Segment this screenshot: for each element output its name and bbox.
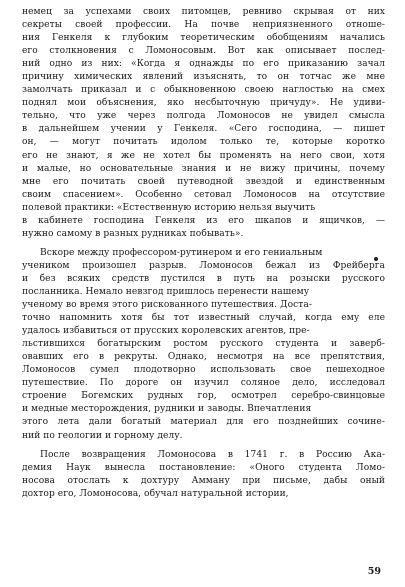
- text-line: замолчать приказал и с обыкновенною своею наглостью на смех: [22, 85, 385, 96]
- page-text: [22, 6, 385, 501]
- text-line: учеником произошел разрыв. Ломоносов бежал из Фрейберга: [22, 260, 385, 271]
- text-line: ученому во время этого рискованного путешествия. Доста-: [22, 300, 312, 311]
- text-line: ний по геологии и горному делу.: [22, 430, 183, 441]
- text-line: немец за успехами своих питомцев, ревниво скрывая от них: [22, 7, 385, 17]
- text-line: причину химических явлений изъяснять, то он тотчас же мне: [22, 72, 385, 83]
- text-line: поднял мои объяснения, яко несбыточную причуду». Не удиви-: [22, 98, 385, 109]
- text-line: его не знают, я же не хотел бы променять на него свои, хотя: [22, 150, 385, 161]
- text-line: носова отослать к дохтуру Амману при письме, дабы оный: [22, 475, 385, 486]
- text-line: После возвращения Ломоносова в 1741 г. в Россию Ака-: [40, 449, 385, 460]
- text-line: секреты своей профессии. На почве неприязненного отноше-: [22, 20, 385, 31]
- text-line: Вскоре между профессором-рутинером и его гениальным: [40, 247, 323, 258]
- book-page: [22, 6, 385, 581]
- text-line: тельно, что уже через полгода Ломоносов не увидел смысла: [22, 111, 385, 122]
- paragraph: [22, 247, 385, 443]
- text-line: удалось избавиться от прусских королевских агентов, пре-: [22, 326, 310, 337]
- text-line: посланника. Немало невзгод пришлось перенести нашему: [22, 286, 310, 297]
- paragraph: [22, 6, 385, 241]
- page-number: 59: [367, 566, 381, 577]
- text-line: в дальнейшем учении у Генкеля. «Сего господина, — пишет: [22, 124, 385, 135]
- text-line: льстившихся богатырским ростом русского студента и заверб-: [22, 339, 385, 350]
- ink-spot: [374, 257, 378, 261]
- text-line: ния Генкеля к глубоким теоретическим обобщениям начались: [22, 33, 385, 44]
- text-line: дохтор его, Ломоносова, обучал натуральной истории,: [22, 488, 289, 499]
- paragraph: [22, 449, 385, 501]
- text-line: строение Богемских рудных гор, осмотрел серебро-свинцовые: [22, 391, 385, 402]
- text-line: овавших его в рекруты. Однако, несмотря на все препятствия,: [22, 352, 385, 363]
- text-line: мне его почитать своей путеводной звездой и единственным: [22, 176, 385, 187]
- text-line: его столкновения с Ломоносовым. Вот как описывает послед-: [22, 46, 385, 57]
- text-line: полевой практики: «Естественную историю нельзя выучить: [22, 202, 316, 213]
- text-line: и малые, но основательные знания и не вижу причины, почему: [22, 163, 385, 174]
- text-line: и медные месторождения, рудники и заводы. Впечатления: [22, 404, 312, 415]
- text-line: Ломоносов сумел плодотворно использовать свое пешеходное: [22, 365, 385, 376]
- text-line: точно напомнить хотя бы тот известный случай, когда ему еле: [22, 313, 385, 324]
- text-line: своим спасением». Особенно сетовал Ломоносов на отсутствие: [22, 189, 385, 200]
- text-line: ний одно из них: «Когда я однажды по его приказанию зачал: [22, 59, 385, 70]
- text-line: он, — могут почитать идолом только те, которые коротко: [22, 137, 385, 148]
- text-line: в кабинете господина Генкеля из его шкапов и ящичков, —: [22, 215, 385, 226]
- text-line: этого лета дали богатый материал для его позднейших сочине-: [22, 417, 385, 428]
- text-line: и без всяких средств пустился в путь на розыски русского: [22, 273, 385, 284]
- text-line: путешествие. По дороге он изучил соляное дело, исследовал: [22, 378, 385, 389]
- text-line: нужно самому в разных рудниках побывать».: [22, 228, 244, 239]
- text-line: демия Наук вынесла постановление: «Оного студента Ломо-: [22, 462, 385, 473]
